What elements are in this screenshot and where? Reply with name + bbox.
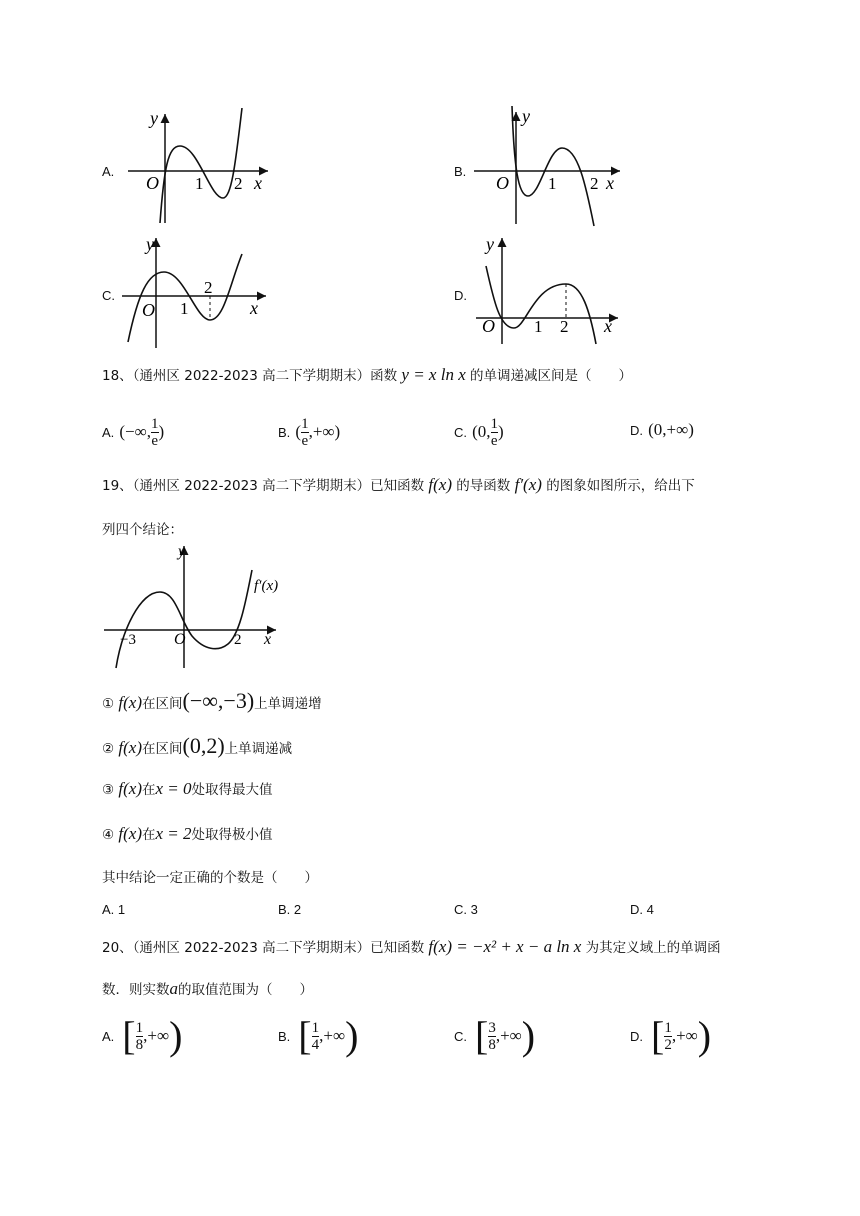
q20-stem-line2: 数．则实数a的取值范围为（ ） bbox=[102, 979, 313, 998]
q20-formula: f(x) = −x² + x − a ln x bbox=[428, 937, 582, 956]
svg-text:y: y bbox=[522, 106, 530, 126]
q19-stem-line1: 19、（通州区 2022-2023 高二下学期期末）已知函数 f(x) 的导函数 f′(x) 的图象如图所示，给出下 bbox=[102, 475, 695, 494]
q17-option-c-label[interactable]: C. bbox=[102, 288, 115, 303]
q20-option-a[interactable]: A. [ $\frac{1}{8}$ ,+∞ ) bbox=[102, 1013, 183, 1058]
curve-label: f′(x) bbox=[254, 578, 279, 594]
svg-text:1: 1 bbox=[534, 317, 543, 336]
q20-option-b[interactable]: B. [ $\frac{1}{4}$ ,+∞ ) bbox=[278, 1013, 359, 1058]
q18-stem: 18、（通州区 2022-2023 高二下学期期末）函数 y = x ln x 的单调递减区间是（ ） bbox=[102, 365, 633, 384]
q17-option-a-label[interactable]: A. bbox=[102, 164, 115, 179]
svg-text:O: O bbox=[496, 173, 509, 193]
q17-graph-d[interactable] bbox=[472, 232, 632, 352]
svg-text:x: x bbox=[606, 173, 614, 193]
svg-text:x: x bbox=[254, 173, 262, 193]
q20-option-c[interactable]: C. [ $\frac{3}{8}$ ,+∞ ) bbox=[454, 1013, 536, 1058]
svg-text:1: 1 bbox=[548, 174, 557, 193]
svg-text:x: x bbox=[264, 631, 272, 648]
q17-graph-a[interactable] bbox=[120, 108, 280, 228]
q19-option-b[interactable]: B. 2 bbox=[278, 902, 302, 917]
q17-graph-c[interactable] bbox=[120, 234, 280, 354]
y-axis-label: y bbox=[150, 108, 158, 128]
svg-text:x: x bbox=[250, 298, 258, 318]
q19-statement-1: ① f(x)在区间(−∞,−3)上单调递增 bbox=[102, 688, 322, 713]
q19-statement-4: ④ f(x)在x = 2处取得极小值 bbox=[102, 824, 273, 843]
q18-option-a[interactable]: A. (−∞, $\frac{1}{e}$ ) bbox=[102, 416, 165, 449]
svg-text:y: y bbox=[146, 234, 154, 254]
q18-option-c[interactable]: C. (0, $\frac{1}{e}$ ) bbox=[454, 416, 504, 449]
svg-text:y: y bbox=[178, 543, 186, 560]
svg-text:O: O bbox=[174, 631, 186, 648]
svg-text:2: 2 bbox=[234, 174, 243, 193]
q17-option-d-label[interactable]: D. bbox=[454, 288, 467, 303]
svg-text:2: 2 bbox=[204, 278, 213, 297]
svg-text:1: 1 bbox=[180, 299, 189, 318]
q18-formula: y = x ln x bbox=[401, 365, 466, 384]
q17-option-b-label[interactable]: B. bbox=[454, 164, 467, 179]
svg-text:−3: −3 bbox=[120, 632, 136, 648]
svg-text:2: 2 bbox=[590, 174, 599, 193]
q17-graph-b[interactable] bbox=[472, 106, 632, 228]
svg-text:2: 2 bbox=[234, 632, 242, 648]
q19-statement-2: ② f(x)在区间(0,2)上单调递减 bbox=[102, 733, 293, 758]
svg-text:y: y bbox=[486, 234, 494, 254]
svg-text:1: 1 bbox=[195, 174, 204, 193]
q19-stem-line2: 列四个结论： bbox=[102, 522, 183, 538]
svg-text:2: 2 bbox=[560, 317, 569, 336]
q19-conclusion: 其中结论一定正确的个数是（ ） bbox=[102, 870, 318, 886]
q19-derivative-graph[interactable] bbox=[100, 540, 300, 672]
svg-text:O: O bbox=[482, 316, 495, 336]
q18-option-b[interactable]: B. ( $\frac{1}{e}$ ,+∞) bbox=[278, 416, 341, 449]
q20-option-d[interactable]: D. [ $\frac{1}{2}$ ,+∞ ) bbox=[630, 1013, 712, 1058]
svg-text:O: O bbox=[146, 173, 159, 193]
q19-option-d[interactable]: D. 4 bbox=[630, 902, 654, 917]
q19-statement-3: ③ f(x)在x = 0处取得最大值 bbox=[102, 779, 273, 798]
q20-stem-line1: 20、（通州区 2022-2023 高二下学期期末）已知函数 f(x) = −x² + x − a ln x 为其定义域上的单调函 bbox=[102, 937, 721, 956]
q19-option-a[interactable]: A. 1 bbox=[102, 902, 126, 917]
svg-text:O: O bbox=[142, 300, 155, 320]
q19-option-c[interactable]: C. 3 bbox=[454, 902, 478, 917]
q18-option-d[interactable]: D. (0,+∞) bbox=[630, 420, 694, 439]
svg-text:x: x bbox=[604, 316, 612, 336]
